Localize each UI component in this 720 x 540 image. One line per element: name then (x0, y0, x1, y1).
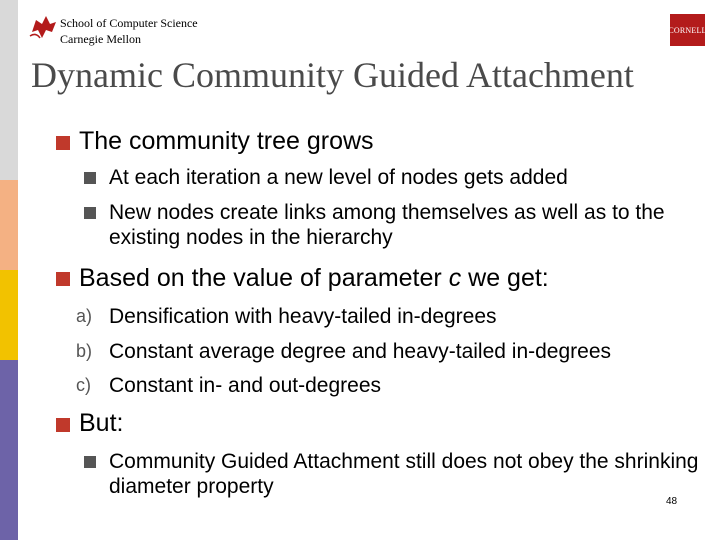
sidebar-band-peach (0, 180, 18, 270)
cmu-griffin-logo (26, 10, 60, 44)
enum-marker-b: b) (76, 341, 93, 361)
sub-bullet-square-icon (84, 172, 96, 184)
bullet-1-text: The community tree grows (79, 127, 374, 155)
bullet-square-icon (56, 136, 70, 150)
enum-item-c: Constant in- and out-degrees (109, 374, 382, 397)
school-name (60, 15, 198, 47)
sidebar-band-purple (0, 360, 18, 540)
enum-marker-a: a) (76, 306, 93, 326)
enum-item-a: Densification with heavy-tailed in-degrees (109, 305, 497, 328)
bullet-3-text: But: (79, 409, 124, 437)
bullet-2-text (79, 264, 549, 293)
sub-bullet-1-2: New nodes create links among themselves as well as to the existing nodes in the hierarchy (109, 201, 665, 249)
bullet-square-icon (56, 272, 70, 286)
sub-bullet-1-1: At each iteration a new level of nodes gets added (109, 166, 568, 189)
sub-bullet-square-icon (84, 456, 96, 468)
page-number: 48 (666, 496, 678, 507)
sub-bullet-3-1: Community Guided Attachment still does not obey the shrinking diameter property (109, 450, 699, 498)
sub-bullet-square-icon (84, 207, 96, 219)
bullet-2-text-before: Based on the value of parameter (79, 264, 449, 292)
slide-title: Dynamic Community Guided Attachment (31, 55, 634, 95)
parameter-c: c (448, 264, 462, 292)
enum-item-b: Constant average degree and heavy-tailed in-degrees (109, 340, 612, 363)
cornell-logo: CORNELL (670, 14, 705, 46)
sidebar-band-gray (0, 0, 18, 180)
enum-marker-c: c) (76, 375, 91, 395)
school-line-2: Carnegie Mellon (60, 32, 141, 46)
school-line-1: School of Computer Science (60, 16, 198, 30)
bullet-2-text-after: we get: (461, 264, 549, 292)
bullet-square-icon (56, 418, 70, 432)
sidebar-band-yellow (0, 270, 18, 360)
sidebar-decoration (0, 0, 18, 540)
